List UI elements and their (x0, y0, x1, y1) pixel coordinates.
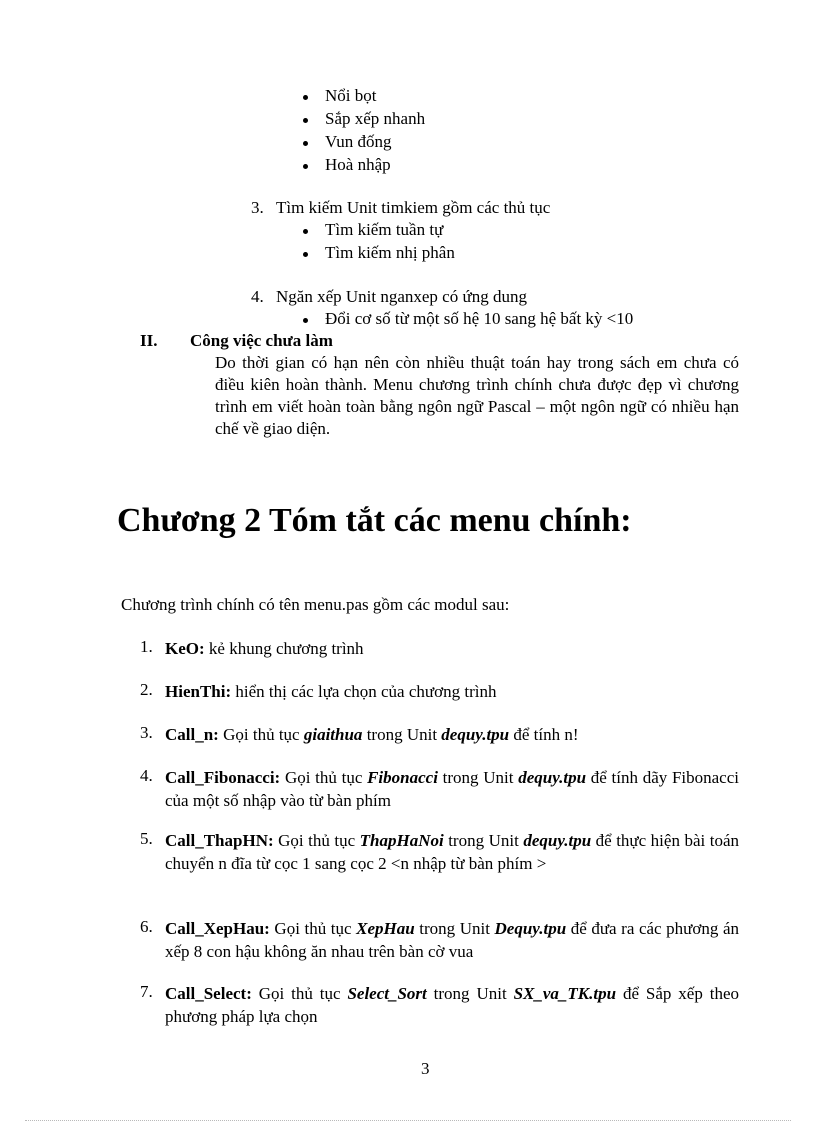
list-item: Call_Select: Gọi thủ tục Select_Sort trong Unit SX_va_TK.tpu để Sắp xếp theo phương pháp lựa chọn (165, 984, 740, 1026)
bullet-icon (303, 118, 308, 123)
bullet-icon (303, 318, 308, 323)
list-item: Call_Fibonacci: Gọi thủ tục Fibonacci trong Unit dequy.tpu để tính dãy Fibonacci của một số nhập vào từ bàn phím (165, 768, 739, 810)
list-number: 1. (140, 637, 153, 656)
bullet-icon (303, 252, 308, 257)
list-number: 6. (140, 917, 153, 936)
page-number: 3 (421, 1059, 430, 1078)
list-number: 3. (251, 198, 264, 217)
list-item: Tìm kiếm tuần tự (325, 220, 444, 239)
page-title: Chương 2 Tóm tắt các menu chính: (117, 502, 632, 539)
list-item: Tìm kiếm nhị phân (325, 243, 455, 262)
list-item: Sắp xếp nhanh (325, 109, 426, 128)
list-number: 2. (140, 680, 153, 699)
list-item: Call_XepHau: Gọi thủ tục XepHau trong Unit Dequy.tpu để đưa ra các phương án xếp 8 con hậu không ăn nhau trên bàn cờ vua (165, 919, 739, 961)
list-item: Call_ThapHN: Gọi thủ tục ThapHaNoi trong Unit dequy.tpu để thực hiện bài toán chuyển n đĩa từ cọc 1 sang cọc 2 <n nhập từ bàn phím > (165, 831, 739, 873)
stack-item-text: Ngăn xếp Unit nganxep có ứng dung (276, 287, 527, 306)
list-number: 7. (140, 982, 153, 1001)
list-item: Call_n: Gọi thủ tục giaithua trong Unit dequy.tpu để tính n! (165, 725, 579, 744)
bullet-icon (303, 95, 308, 100)
list-item: KeO: kẻ khung chương trình (165, 639, 364, 658)
list-item: Hoà nhập (325, 155, 391, 174)
section-title: Công việc chưa làm (190, 331, 333, 350)
section-number: II. (140, 331, 158, 350)
section-paragraph: Do thời gian có hạn nên còn nhiều thuật toán hay trong sách em chưa có điều kiên hoàn thành. Menu chương trình chính chưa được đẹp vì chương trình em viết hoàn toàn bằng ngôn ngữ Pascal – một ngôn ngữ có nhiều hạn chế về giao diện. (215, 353, 739, 438)
page-bottom-divider (25, 1120, 791, 1121)
list-number: 5. (140, 829, 153, 848)
bullet-icon (303, 141, 308, 146)
list-item: Đổi cơ số từ một số hệ 10 sang hệ bất kỳ <10 (325, 309, 634, 328)
list-number: 4. (140, 766, 153, 785)
search-item-text: Tìm kiếm Unit timkiem gồm các thủ tục (276, 198, 551, 217)
bullet-icon (303, 229, 308, 234)
list-item: HienThi: hiển thị các lựa chọn của chương trình (165, 682, 497, 701)
bullet-icon (303, 164, 308, 169)
list-item: Nổi bọt (325, 86, 377, 105)
list-number: 4. (251, 287, 264, 306)
list-number: 3. (140, 723, 153, 742)
intro-text: Chương trình chính có tên menu.pas gồm các modul sau: (121, 595, 510, 614)
list-item: Vun đống (325, 132, 392, 151)
